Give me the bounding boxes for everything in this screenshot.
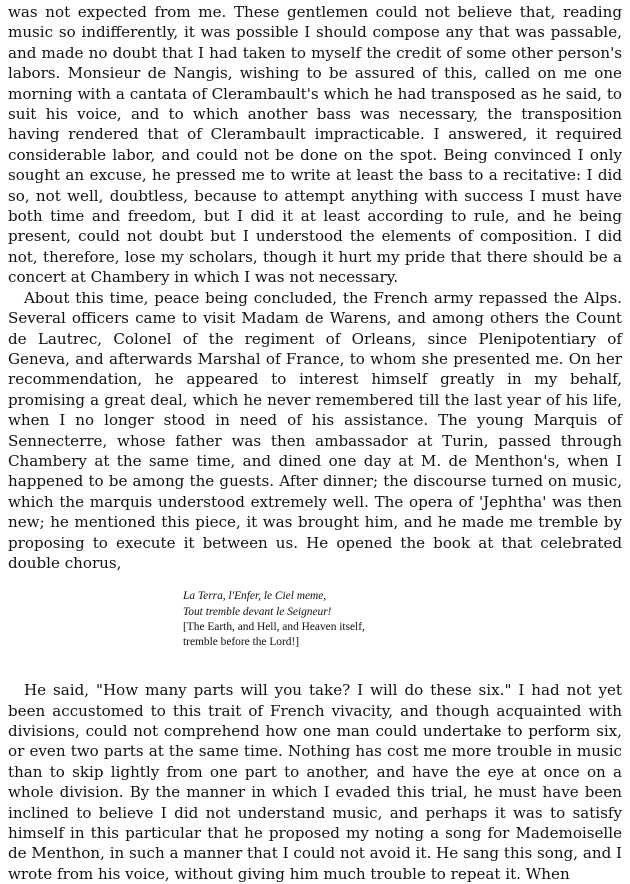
- page-text: [8, 2, 622, 884]
- verse-line-1: La Terra, l'Enfer, le Ciel meme,: [183, 590, 327, 603]
- verse-line-2: Tout tremble devant le Seigneur!: [183, 605, 332, 618]
- verse-quotation: [183, 589, 622, 650]
- verse-translation-line-1: [The Earth, and Hell, and Heaven itself,: [183, 620, 365, 633]
- verse-translation-line-2: tremble before the Lord!]: [183, 635, 300, 648]
- paragraph-2: About this time, peace being concluded, the French army repassed the Alps. Several officers came to visit Madam de Warens, and among others the Count de Lautrec, Colonel of the regiment of Orleans, since Plenipotentiary of Geneva, and afterwards Marshal of France, to whom she presented me. On her recommendation, he appeared to interest himself greatly in my behalf, promising a great deal, which he never remembered till the last year of his life, when I no longer stood in need of his assistance. The young Marquis of Sennecterre, whose father was then ambassador at Turin, passed through Chambery at the same time, and dined one day at M. de Menthon's, when I happened to be among the guests. After dinner; the discourse turned on music, which the marquis understood extremely well. The opera of 'Jephtha' was then new; he mentioned this piece, it was brought him, and he made me tremble by proposing to execute it between us. He opened the book at that celebrated double chorus,: [8, 288, 622, 572]
- paragraph-3: He said, "How many parts will you take? I will do these six." I had not yet been accustomed to this trait of French vivacity, and though acquainted with divisions, could not comprehend how one man could undertake to perform six, or even two parts at the same time. Nothing has cost me more trouble in music than to skip lightly from one part to another, and have the eye at once on a whole division. By the manner in which I evaded this trial, he must have been inclined to believe I did not understand music, and perhaps it was to satisfy himself in this particular that he proposed my noting a song for Mademoiselle de Menthon, in such a manner that I could not avoid it. He sang this song, and I wrote from his voice, without giving him much trouble to repeat it. When: [8, 681, 622, 883]
- paragraph-1: was not expected from me. These gentlemen could not believe that, reading music so indifferently, it was possible I should compose any that was passable, and made no doubt that I had taken to myself the credit of some other person's labors. Monsieur de Nangis, wishing to be assured of this, called on me one morning with a cantata of Clerambault's which he had transposed as he said, to suit his voice, and to which another bass was necessary, the transposition having rendered that of Clerambault impracticable. I answered, it required considerable labor, and could not be done on the spot. Being convinced I only sought an excuse, he pressed me to write at least the bass to a recitative: I did so, not well, doubtless, because to attempt anything with success I must have both time and freedom, but I did it at least according to rule, and he being present, could not doubt but I understood the elements of composition. I did not, therefore, lose my scholars, though it hurt my pride that there should be a concert at Chambery in which I was not necessary.: [8, 3, 622, 287]
